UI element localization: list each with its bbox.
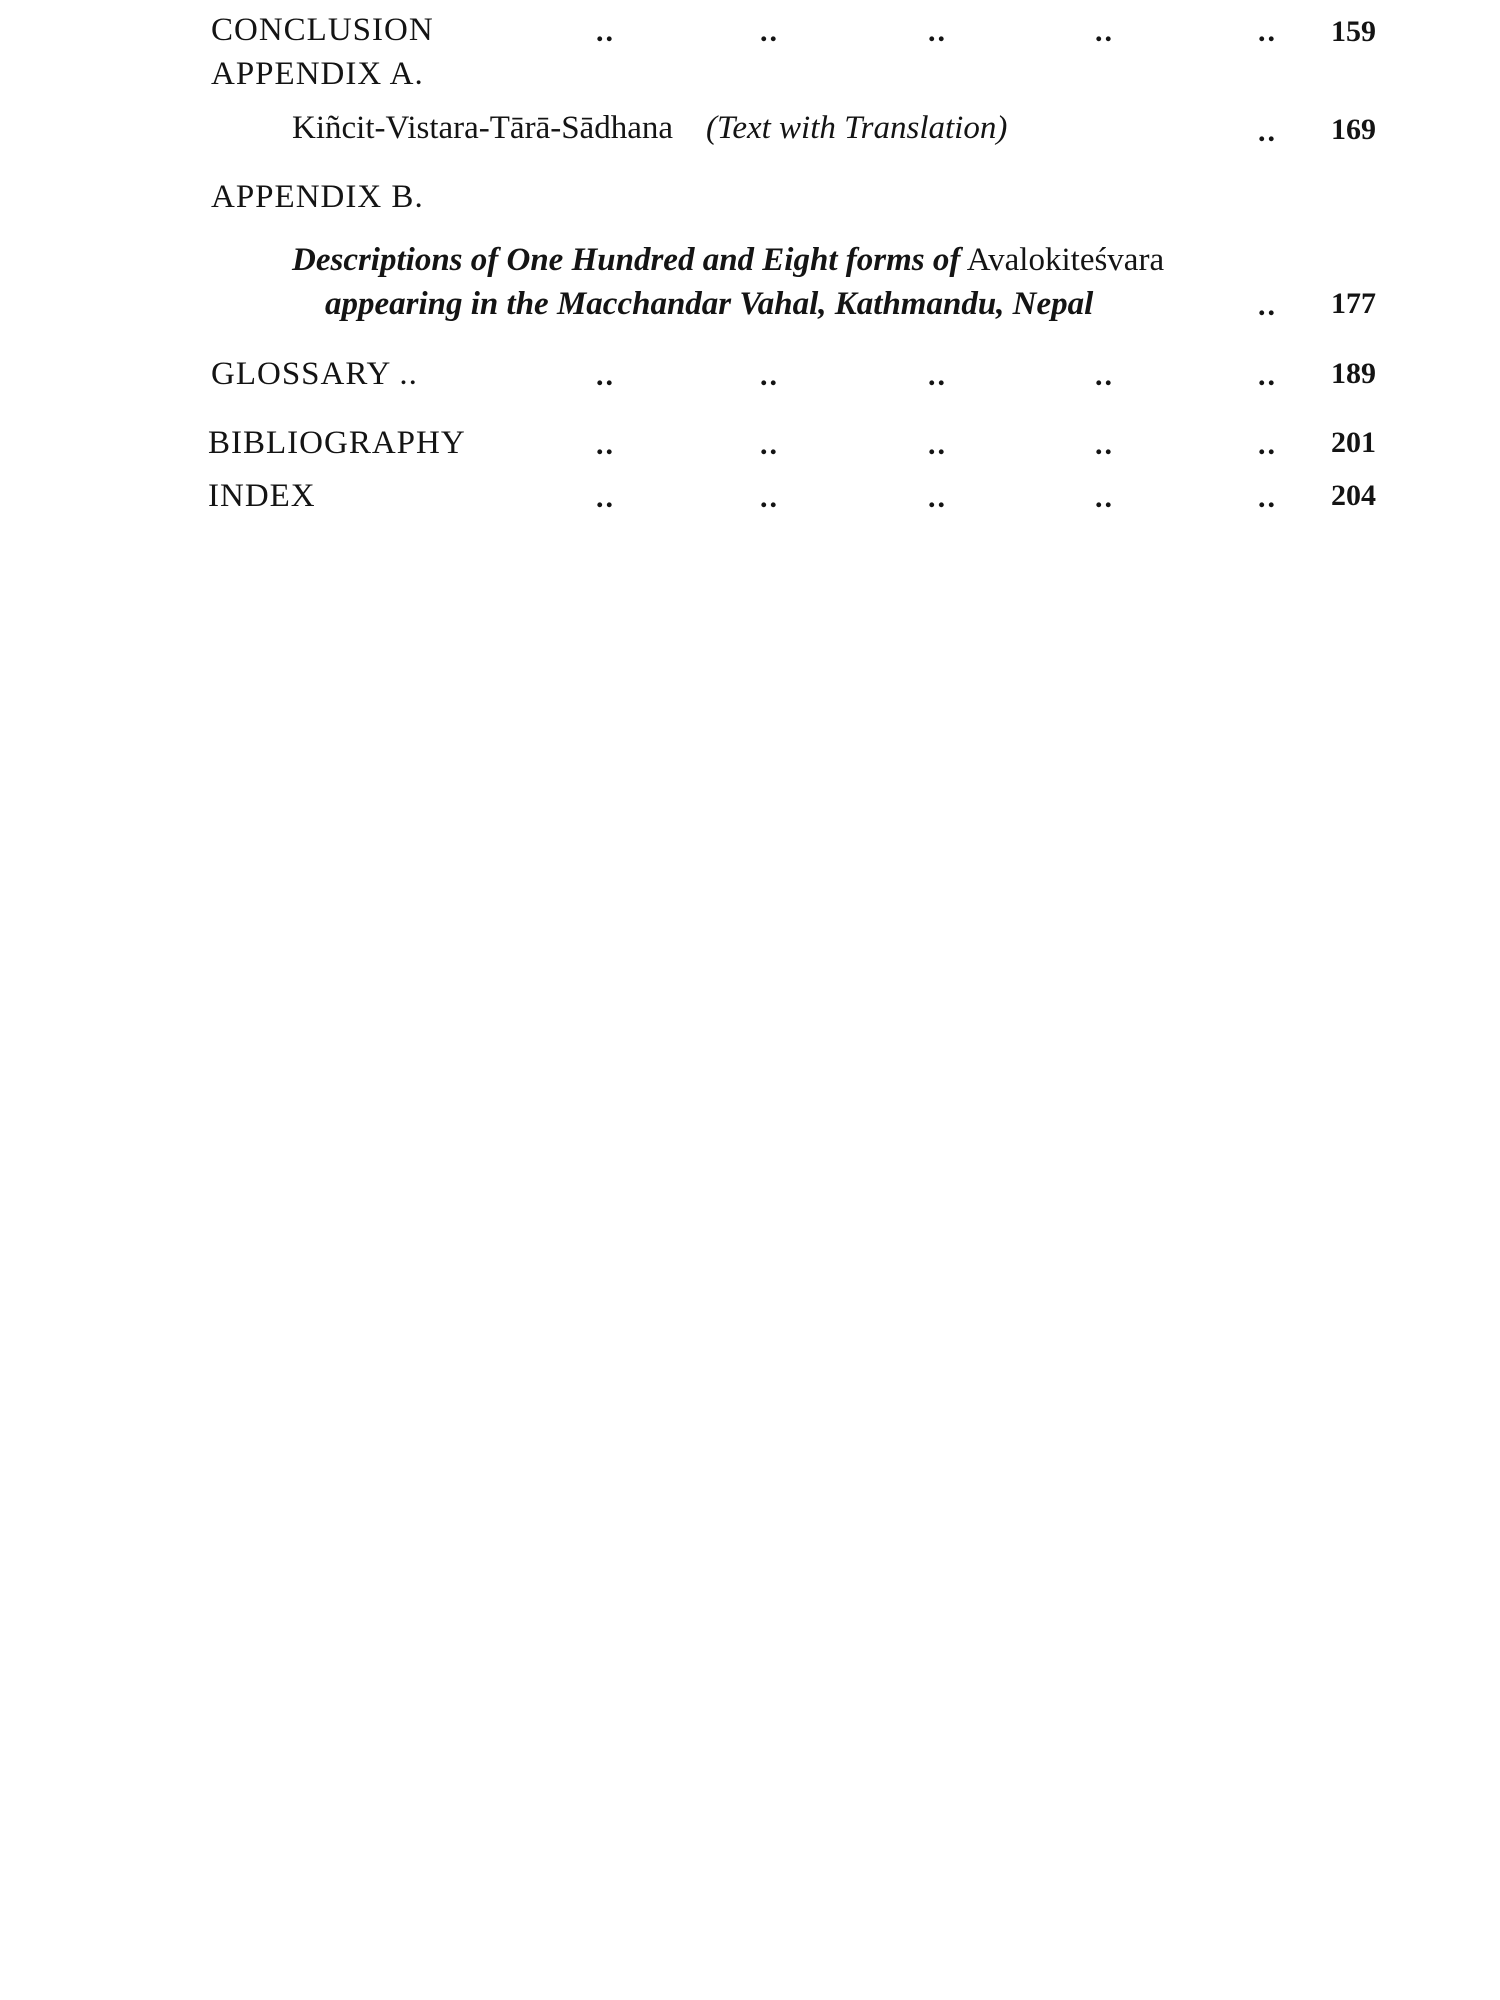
leader-dots: ..: [596, 428, 615, 461]
leader-dots: ..: [760, 481, 779, 514]
leader-dots: ..: [1258, 15, 1277, 48]
leader-dots: ..: [928, 359, 947, 392]
toc-entry-sadhana: [292, 108, 1007, 148]
leader-dots: ..: [760, 428, 779, 461]
leader-dots: ..: [1095, 481, 1114, 514]
toc-heading-appendix-b: APPENDIX B.: [211, 179, 424, 215]
toc-entry-descriptions-line2: appearing in the Macchandar Vahal, Kathmandu, Nepal: [325, 286, 1094, 322]
toc-entry-bibliography: BIBLIOGRAPHY: [208, 425, 466, 461]
page-number: 201: [1331, 426, 1376, 459]
leader-dots: ..: [760, 359, 779, 392]
leader-dots: ..: [1095, 428, 1114, 461]
leader-dots: ..: [596, 481, 615, 514]
leader-dots: ..: [1258, 289, 1277, 322]
leader-dots: ..: [928, 15, 947, 48]
leader-dots: ..: [928, 481, 947, 514]
leader-dots: ..: [1258, 428, 1277, 461]
leader-dots: ..: [596, 359, 615, 392]
leader-dots: ..: [596, 15, 615, 48]
toc-entry-descriptions-line1: [292, 240, 1164, 280]
entry-note: (Text with Translation): [706, 110, 1008, 146]
leader-dots: ..: [760, 15, 779, 48]
leader-dots: ..: [1095, 15, 1114, 48]
toc-entry-index: INDEX: [208, 478, 316, 514]
leader-dots: ..: [1095, 359, 1114, 392]
page-number: 159: [1331, 15, 1376, 48]
page-number: 204: [1331, 479, 1376, 512]
leader-dots: ..: [1258, 359, 1277, 392]
toc-heading-appendix-a: APPENDIX A.: [211, 56, 424, 92]
entry-title: Descriptions of One Hundred and Eight forms of: [292, 242, 961, 278]
entry-title: Kiñcit-Vistara-Tārā-Sādhana: [292, 110, 673, 146]
page-number: 189: [1331, 357, 1376, 390]
page-number: 177: [1331, 287, 1376, 320]
toc-entry-conclusion: CONCLUSION: [211, 12, 434, 48]
leader-dots: ..: [1258, 115, 1277, 148]
page-number: 169: [1331, 113, 1376, 146]
entry-title-roman: Avalokiteśvara: [966, 242, 1165, 278]
leader-dots: ..: [928, 428, 947, 461]
toc-entry-glossary: GLOSSARY ..: [211, 356, 418, 392]
leader-dots: ..: [1258, 481, 1277, 514]
